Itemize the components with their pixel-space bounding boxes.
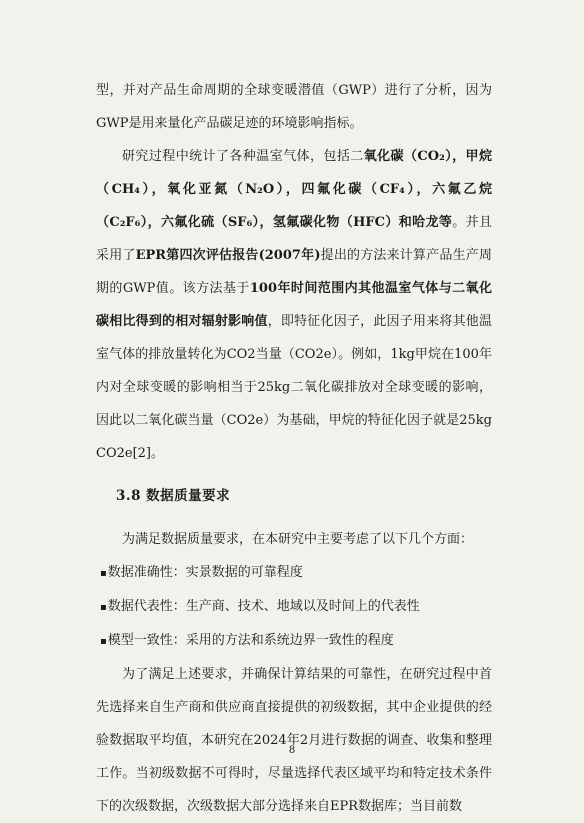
bullet-icon: ▪ xyxy=(100,568,107,579)
list-item xyxy=(96,590,492,624)
section-heading: 3.8 数据质量要求 xyxy=(116,488,231,504)
run-2-bold: 氧化碳（CO₂），甲烷（CH₄），氧化亚氮（N₂O），四氟化碳（CF₄），六氟乙烷（C₂F₆），六氟化硫（SF₆），氢氟碳化物（HFC）和哈龙等 xyxy=(96,149,492,230)
run-3: 。并且采用了 xyxy=(96,215,492,263)
bullet-text: 数据准确性：实景数据的可靠程度 xyxy=(107,565,303,580)
run-4-bold: EPR第四次评估报告(2007年) xyxy=(135,248,321,263)
run-1: 研究过程中统计了各种温室气体，包括二 xyxy=(122,149,364,164)
run-5: 提出的方法来计算产品生产周期的GWP值。该方法基于 xyxy=(96,248,492,296)
paragraph-greenhouse-gases xyxy=(96,140,492,470)
bullet-icon: ▪ xyxy=(100,602,107,613)
paragraph-gwp-intro xyxy=(96,74,492,140)
list-item xyxy=(96,556,492,590)
page-number: 8 xyxy=(288,745,296,756)
body-text xyxy=(96,74,492,823)
bullet-text: 数据代表性：生产商、技术、地域以及时间上的代表性 xyxy=(107,599,420,614)
bullet-text: 模型一致性：采用的方法和系统边界一致性的程度 xyxy=(107,633,394,648)
list-item xyxy=(96,624,492,658)
run-6-bold: 100年时间范围内其他温室气体与二氧化碳相比得到的相对辐射影响值 xyxy=(96,281,493,329)
paragraph-data-sources: 为了满足上述要求，并确保计算结果的可靠性，在研究过程中首先选择来自生产商和供应商直接提供的初级数据，其中企业提供的经验数据取平均值，本研究在2024年2月进行数据的调查、收集和整理工作。当初级数据不可得时，尽量选择代表区域平均和特定技术条件下的次级数据，次级数据大部分选择来自EPR数据库；当目前数 xyxy=(96,667,492,814)
paragraph-quality-intro: 为满足数据质量要求，在本研究中主要考虑了以下几个方面： xyxy=(122,532,474,547)
bullet-icon: ▪ xyxy=(100,636,107,647)
run-1: 型，并对产品生命周期的全球变暖潜值（GWP）进行了分析，因为GWP是用来量化产品碳足迹的环境影响指标。 xyxy=(96,83,492,131)
run-7: ，即特征化因子，此因子用来将其他温室气体的排放量转化为CO2当量（CO2e）。例如，1kg甲烷在100年内对全球变暖的影响相当于25kg二氧化碳排放对全球变暖的影响，因此以二氧化碳当量（CO2e）为基础，甲烷的特征化因子就是25kg CO2e[2]。 xyxy=(96,314,492,461)
